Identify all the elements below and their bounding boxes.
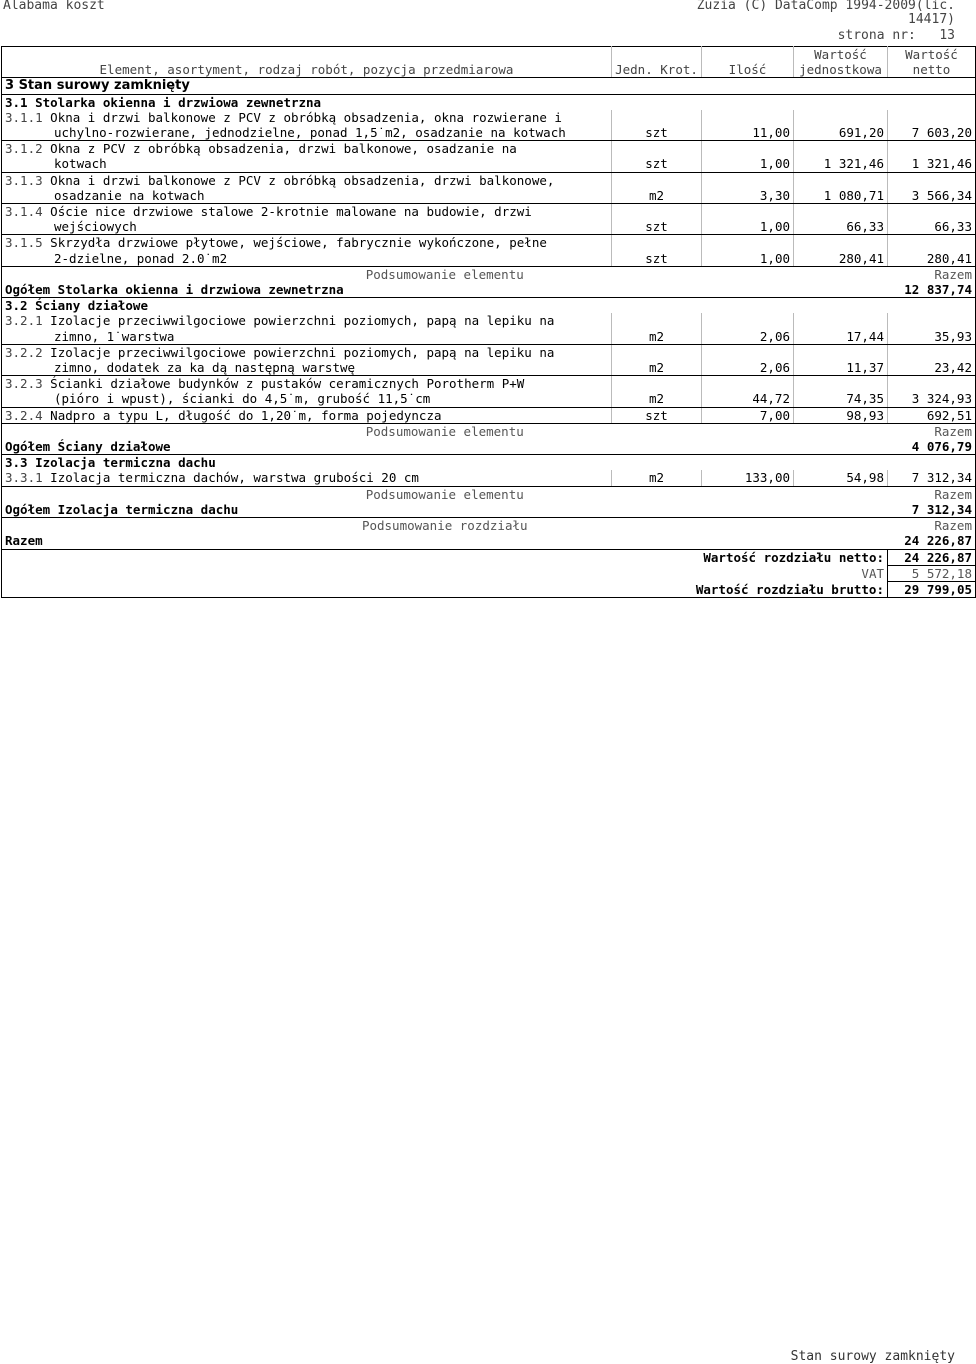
item-text-line2: (pióro i wpust), ścianki do 4,5˙m, grubość 11,5˙cm: [54, 391, 431, 407]
item-unit-price: 98,93: [794, 407, 888, 423]
col-wartosc-jedn-1: Wartość: [814, 47, 867, 62]
footer: Stan surowy zamknięty: [790, 1349, 955, 1364]
cost-table: [1, 46, 976, 598]
section-summary-label: Podsumowanie elementu: [2, 266, 888, 282]
section-total-row: [2, 282, 976, 298]
item-quantity: 1,00: [702, 235, 794, 266]
section-total-label: Ogółem Izolacja termiczna dachu: [2, 502, 888, 518]
item-unit-price: 74,35: [794, 376, 888, 407]
item-description: [2, 344, 612, 375]
item-text-line2: zimno, dodatek za ka dą następną warstwę: [54, 360, 356, 376]
item-unit: m2: [612, 172, 702, 203]
section-summary-razem: Razem: [888, 266, 976, 282]
item-description: [2, 204, 612, 235]
section-title: 3.1 Stolarka okienna i drzwiowa zewnetrzna: [2, 94, 976, 110]
chapter-summary-label: Podsumowanie rozdziału: [2, 518, 888, 534]
item-net-value: 7 312,34: [888, 470, 976, 486]
item-unit: szt: [612, 407, 702, 423]
item-number: 3.1.4: [5, 204, 43, 220]
item-text-line2: kotwach: [54, 156, 107, 172]
chapter-summary-razem: Razem: [888, 518, 976, 534]
item-unit: m2: [612, 313, 702, 344]
chapter-vat-row: [2, 565, 976, 581]
item-quantity: 133,00: [702, 470, 794, 486]
item-unit: szt: [612, 141, 702, 172]
item-quantity: 1,00: [702, 204, 794, 235]
section-title-row: [2, 298, 976, 314]
item-number: 3.1.2: [5, 141, 43, 157]
col-ilosc: Ilość: [702, 47, 794, 78]
item-text-line1: Skrzydła drzwiowe płytowe, wejściowe, fabrycznie wykończone, pełne: [50, 235, 547, 251]
item-text-line1: Oście nice drzwiowe stalowe 2-krotnie malowane na budowie, drzwi: [50, 204, 532, 220]
item-text-line1: Okna i drzwi balkonowe z PCV z obróbką obsadzenia, drzwi balkonowe,: [50, 172, 555, 188]
section-summary-label: Podsumowanie elementu: [2, 423, 888, 439]
header-right-line1: Zuzia (C) DataComp 1994-2009(lic.: [696, 0, 955, 13]
item-row: [2, 470, 976, 486]
item-net-value: 3 324,93: [888, 376, 976, 407]
item-number: 3.2.2: [5, 344, 43, 360]
item-text-line1: Izolacje przeciwwilgociowe powierzchni poziomych, papą na lepiku na: [50, 313, 555, 329]
item-description: [2, 110, 612, 141]
item-unit: szt: [612, 235, 702, 266]
item-description: [2, 407, 612, 423]
item-row: [2, 407, 976, 423]
item-unit-price: 54,98: [794, 470, 888, 486]
item-description: [2, 235, 612, 266]
item-number: 3.2.1: [5, 313, 43, 329]
section-total-value: 4 076,79: [888, 439, 976, 455]
col-krot: Krot.: [660, 62, 698, 78]
item-text-line1: Okna z PCV z obróbką obsadzenia, drzwi balkonowe, osadzanie na: [50, 141, 517, 157]
item-net-value: 3 566,34: [888, 172, 976, 203]
page-number: 13: [939, 28, 955, 43]
item-text-line2: 2-dzielne, ponad 2.0˙m2: [54, 250, 228, 266]
item-description: [2, 141, 612, 172]
item-unit-price: 691,20: [794, 110, 888, 141]
chapter-netto-value: 24 226,87: [888, 549, 976, 565]
item-net-value: 66,33: [888, 204, 976, 235]
item-number: 3.2.4: [5, 407, 43, 423]
item-number: 3.1.3: [5, 172, 43, 188]
item-unit: szt: [612, 204, 702, 235]
section-total-label: Ogółem Ściany działowe: [2, 439, 888, 455]
item-number: 3.3.1: [5, 470, 43, 486]
chapter-row: [2, 78, 976, 94]
col-element: Element, asortyment, rodzaj robót, pozycja przedmiarowa: [2, 47, 612, 78]
item-net-value: 7 603,20: [888, 110, 976, 141]
col-wartosc-jedn-2: jednostkowa: [799, 62, 882, 78]
item-row: [2, 141, 976, 172]
section-summary-row: [2, 266, 976, 282]
chapter-razem-label: Razem: [2, 533, 888, 549]
item-quantity: 7,00: [702, 407, 794, 423]
col-jedn-krot: [612, 47, 702, 78]
section-title-row: [2, 455, 976, 471]
item-unit-price: 280,41: [794, 235, 888, 266]
item-quantity: 44,72: [702, 376, 794, 407]
item-quantity: 3,30: [702, 172, 794, 203]
chapter-razem-row: [2, 533, 976, 549]
chapter-razem-value: 24 226,87: [888, 533, 976, 549]
chapter-summary-row: [2, 518, 976, 534]
item-net-value: 1 321,46: [888, 141, 976, 172]
item-text-line2: wejściowych: [54, 219, 137, 235]
item-quantity: 1,00: [702, 141, 794, 172]
page-number-block: [838, 28, 955, 43]
col-wartosc-netto-1: Wartość: [905, 47, 958, 62]
item-row: [2, 235, 976, 266]
item-description: [2, 376, 612, 407]
item-unit-price: 1 080,71: [794, 172, 888, 203]
section-title: 3.2 Ściany działowe: [2, 298, 976, 314]
section-total-row: [2, 502, 976, 518]
section-summary-razem: Razem: [888, 423, 976, 439]
header-right-line2: 14417): [908, 12, 955, 27]
item-unit: m2: [612, 376, 702, 407]
section-total-value: 12 837,74: [888, 282, 976, 298]
col-jedn: Jedn.: [615, 62, 653, 78]
item-quantity: 2,06: [702, 313, 794, 344]
item-description: [2, 172, 612, 203]
item-number: 3.1.5: [5, 235, 43, 251]
item-text-line2: uchylno-rozwierane, jednodzielne, ponad 1,5˙m2, osadzanie na kotwach: [54, 125, 566, 141]
item-row: [2, 313, 976, 344]
item-quantity: 2,06: [702, 344, 794, 375]
col-wartosc-netto: [888, 47, 976, 78]
section-title: 3.3 Izolacja termiczna dachu: [2, 455, 976, 471]
item-unit: szt: [612, 110, 702, 141]
col-wartosc-netto-2: netto: [912, 62, 951, 78]
col-wartosc-jedn: [794, 47, 888, 78]
chapter-brutto-label: Wartość rozdziału brutto:: [2, 581, 888, 597]
column-header-row: [2, 47, 976, 78]
item-net-value: 280,41: [888, 235, 976, 266]
item-description: [2, 313, 612, 344]
item-description: [2, 470, 612, 486]
section-total-row: [2, 439, 976, 455]
section-total-value: 7 312,34: [888, 502, 976, 518]
section-summary-label: Podsumowanie elementu: [2, 486, 888, 502]
chapter-title: 3 Stan surowy zamknięty: [2, 78, 976, 94]
item-text-line1: Izolacja termiczna dachów, warstwa grubości 20 cm: [50, 470, 419, 486]
item-unit-price: 11,37: [794, 344, 888, 375]
section-summary-row: [2, 486, 976, 502]
item-quantity: 11,00: [702, 110, 794, 141]
item-row: [2, 172, 976, 203]
item-number: 3.1.1: [5, 109, 43, 125]
section-summary-row: [2, 423, 976, 439]
chapter-vat-value: 5 572,18: [888, 565, 976, 581]
item-net-value: 35,93: [888, 313, 976, 344]
section-summary-razem: Razem: [888, 486, 976, 502]
item-text-line1: Nadpro a typu L, długość do 1,20˙m, forma pojedyncza: [50, 407, 442, 423]
item-number: 3.2.3: [5, 376, 43, 392]
item-text-line1: Ścianki działowe budynków z pustaków ceramicznych Porotherm P+W: [50, 376, 525, 392]
item-net-value: 23,42: [888, 344, 976, 375]
item-net-value: 692,51: [888, 407, 976, 423]
item-text-line1: Okna i drzwi balkonowe z PCV z obróbką obsadzenia, okna rozwierane i: [50, 109, 562, 125]
section-title-row: [2, 94, 976, 110]
header-left: Alabama koszt: [3, 0, 105, 13]
item-text-line2: zimno, 1˙warstwa: [54, 328, 175, 344]
item-row: [2, 376, 976, 407]
item-text-line2: osadzanie na kotwach: [54, 187, 205, 203]
item-unit-price: 17,44: [794, 313, 888, 344]
chapter-brutto-value: 29 799,05: [888, 581, 976, 597]
item-row: [2, 204, 976, 235]
item-row: [2, 110, 976, 141]
chapter-vat-label: VAT: [2, 565, 888, 581]
item-text-line1: Izolacje przeciwwilgociowe powierzchni poziomych, papą na lepiku na: [50, 344, 555, 360]
chapter-netto-label: Wartość rozdziału netto:: [2, 549, 888, 565]
section-total-label: Ogółem Stolarka okienna i drzwiowa zewnetrzna: [2, 282, 888, 298]
item-row: [2, 344, 976, 375]
chapter-brutto-row: [2, 581, 976, 597]
chapter-netto-row: [2, 549, 976, 565]
page-label: strona nr:: [837, 28, 916, 43]
item-unit-price: 66,33: [794, 204, 888, 235]
item-unit-price: 1 321,46: [794, 141, 888, 172]
item-unit: m2: [612, 344, 702, 375]
item-unit: m2: [612, 470, 702, 486]
